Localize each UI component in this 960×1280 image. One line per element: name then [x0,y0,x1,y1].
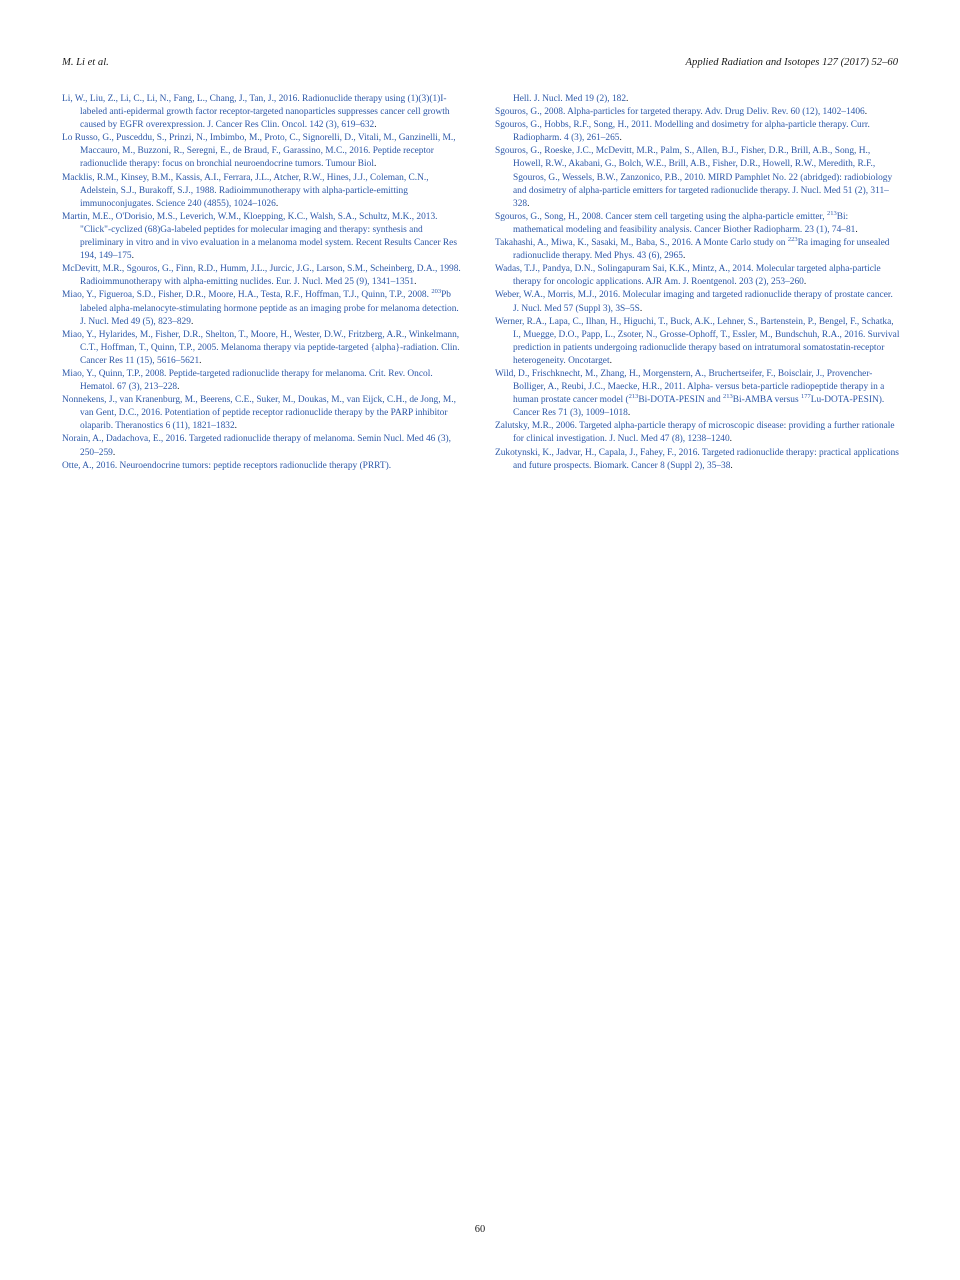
reference-text: Miao, Y., Figueroa, S.D., Fisher, D.R., Moore, H.A., Testa, R.F., Hoffman, T.J., Quinn, T.P., 2008. [62,290,432,301]
reference-period: . [190,316,194,327]
isotope-superscript: 213 [826,209,837,217]
reference-text: Bi-DOTA-PESIN and [638,395,723,406]
reference-text: Wild, D., Frischknecht, M., Zhang, H., Morgenstern, A., Bruchertseifer, F., Boisclair, J., Provencher-Bolliger, A., Reubi, J.C., Maecke, H.R., 2011. Alpha- versus beta-particle radiopeptide therapy in a human prostate cancer model ( [495,368,885,406]
reference-text: McDevitt, M.R., Sgouros, G., Finn, R.D., Humm, J.L., Jurcic, J.G., Larson, S.M., Scheinberg, D.A., 1998. Radioimmunotherapy with alpha-emitting nuclides. Eur. J. Nucl. Med 25 (9), 1341–1351 [62,264,461,288]
reference-period: . [855,224,858,235]
reference-text: Bi: mathematical modeling and feasibility analysis. Cancer Biother Radiopharm. 23 (1), 74–81 [513,211,856,235]
reference-period: . [626,94,629,104]
reference-period: . [199,355,202,366]
reference-period: . [609,355,612,366]
reference-period: . [803,277,807,288]
reference-text: Hell. J. Nucl. Med 19 (2), 182 [513,94,627,104]
reference-text: Takahashi, A., Miwa, K., Sasaki, M., Baba, S., 2016. A Monte Carlo study on [495,238,788,249]
isotope-superscript: 223 [787,235,798,243]
reference-entry[interactable] [495,316,900,368]
reference-entry[interactable] [495,237,900,263]
reference-text: Ra imaging for unsealed radionuclide therapy. Med Phys. 43 (6), 2965 [513,238,890,262]
header-authors: M. Li et al. [62,57,109,68]
reference-entry[interactable] [495,420,900,446]
reference-entry[interactable] [62,394,467,433]
reference-entry[interactable] [495,119,900,145]
reference-text: Norain, A., Dadachova, E., 2016. Targeted radionuclide therapy of melanoma. Semin Nucl. Med 46 (3), 250–259 [62,434,451,458]
reference-text: Wadas, T.J., Pandya, D.N., Solingapuram Sai, K.K., Mintz, A., 2014. Molecular targeted alpha-particle therapy for oncologic applications. AJR Am. J. Roentgenol. 203 (2), 253–260 [495,264,881,288]
reference-period: . [627,408,631,419]
reference-entry[interactable] [62,93,467,132]
reference-text: Martin, M.E., O'Dorisio, M.S., Leverich, W.M., Kloepping, K.C., Walsh, S.A., Schultz, M.K., 2013. "Click"-cyclized (68)Ga-labeled peptides for molecular imaging and therapy: synthesis and preliminary in vitro and in vivo evaluation in a melanoma model system. Recent Results Cancer Res 194, 149–175 [62,211,457,262]
reference-entry[interactable] [495,263,900,289]
reference-entry[interactable] [62,172,467,211]
reference-period: . [414,277,417,288]
reference-text: Sgouros, G., Song, H., 2008. Cancer stem cell targeting using the alpha-particle emitter, [495,211,827,222]
reference-entry[interactable] [62,289,467,328]
reference-entry[interactable] [495,368,900,420]
reference-period: . [682,251,686,262]
reference-period: . [112,447,116,458]
reference-entry[interactable] [62,433,467,459]
reference-entry[interactable] [495,447,900,473]
reference-entry[interactable] [495,106,900,119]
reference-entry[interactable] [62,460,467,473]
reference-entry[interactable] [62,329,467,368]
reference-period: . [131,251,134,262]
reference-text: Otte, A., 2016. Neuroendocrine tumors: peptide receptors radionuclide therapy (PRRT). [62,460,392,471]
reference-entry[interactable] [495,211,900,237]
reference-text: Pb labeled alpha-melanocyte-stimulating hormone peptide as an imaging probe for melanoma detection. J. Nucl. Med 49 (5), 823–829 [80,290,459,327]
reference-period: . [730,460,733,471]
isotope-superscript: 213 [628,393,639,401]
reference-text: Nonnekens, J., van Kranenburg, M., Beerens, C.E., Suker, M., Doukas, M., van Eijck, C.H., de Jong, M., van Gent, D.C., 2016. Potentiation of peptide receptor radionuclide therapy by the PARP inhibitor olaparib. Theranostics 6 (11), 1821–1832 [62,395,456,432]
reference-text: Li, W., Liu, Z., Li, C., Li, N., Fang, L., Chang, J., Tan, J., 2016. Radionuclide therapy using (1)(3)(1)I-labeled anti-epidermal growth factor receptor-targeted nanoparticles suppresses cancer cell growth caused by EGFR overexpression. J. Cancer Res Clin. Oncol. 142 (3), 619–632 [62,94,450,131]
reference-period: . [527,198,530,209]
reference-period: . [373,159,377,170]
reference-text: Lo Russo, G., Pusceddu, S., Prinzi, N., Imbimbo, M., Proto, C., Signorelli, D., Vitali, M., Ganzinelli, M., Maccauro, M., Buzzoni, R., Seregni, E., de Braud, F., Garassino, M.C., 2016. Peptide receptor radionuclide therapy: focus on bronchial neuroendocrine tumors. Tumour Biol [62,133,456,170]
reference-entry[interactable] [62,132,467,171]
isotope-superscript: 213 [723,393,733,401]
reference-text: Sgouros, G., 2008. Alpha-particles for targeted therapy. Adv. Drug Deliv. Rev. 60 (12), 1402–1406 [495,107,865,118]
reference-text: Weber, W.A., Morris, M.J., 2016. Molecular imaging and targeted radionuclide therapy of prostate cancer. J. Nucl. Med 57 (Suppl 3), 3S–5S [495,290,893,314]
reference-text: Bi-AMBA versus [732,395,801,406]
reference-period: . [275,198,279,209]
reference-period: . [177,382,180,393]
reference-entry[interactable] [62,211,467,263]
reference-period: . [619,133,622,144]
references-left-column [62,93,467,473]
reference-period: . [234,421,237,432]
reference-text: Miao, Y., Hylarides, M., Fisher, D.R., Shelton, T., Moore, H., Wester, D.W., Fritzberg, A.R., Winkelmann, C.T., Hoffman, T., Quinn, T.P., 2005. Melanoma therapy via peptide-targeted {alpha}-radiation. Clin. Cancer Res 11 (15), 5616–5621 [62,329,460,366]
reference-text: Lu-DOTA-PESIN). Cancer Res 71 (3), 1009–1018 [513,395,885,419]
reference-text: Zalutsky, M.R., 2006. Targeted alpha-particle therapy of microscopic disease: providing a further rationale for clinical investigation. J. Nucl. Med 47 (8), 1238–1240 [495,421,895,445]
reference-entry[interactable] [495,93,900,106]
reference-period: . [639,303,643,314]
reference-text: Zukotynski, K., Jadvar, H., Capala, J., Fahey, F., 2016. Targeted radionuclide therapy: practical applications and future prospects. Biomark. Cancer 8 (Suppl 2), 35–38 [495,447,899,471]
references-right-column [495,93,900,473]
reference-period: . [864,107,868,118]
reference-entry[interactable] [62,368,467,394]
running-header [62,57,898,73]
reference-entry[interactable] [495,289,900,315]
reference-entry[interactable] [495,145,900,210]
reference-period: . [729,434,732,445]
header-journal-citation: Applied Radiation and Isotopes 127 (2017) 52–60 [685,57,898,68]
isotope-superscript: 203 [431,288,442,296]
isotope-superscript: 177 [800,393,811,401]
page-number: 60 [474,1224,486,1235]
reference-entry[interactable] [62,263,467,289]
reference-period: . [374,120,377,131]
reference-text: Macklis, R.M., Kinsey, B.M., Kassis, A.I., Ferrara, J.L., Atcher, R.W., Hines, J.J., Coleman, C.N., Adelstein, S.J., Burakoff, S.J., 1988. Radioimmunotherapy with alpha-particle-emitting immunoconjugates. Science 240 (4855), 1024–1026 [62,172,429,209]
reference-text: Miao, Y., Quinn, T.P., 2008. Peptide-targeted radionuclide therapy for melanoma. Crit. Rev. Oncol. Hematol. 67 (3), 213–228 [62,368,433,393]
reference-text: Werner, R.A., Lapa, C., Ilhan, H., Higuchi, T., Buck, A.K., Lehner, S., Bartenstein, P., Bengel, F., Schatka, I., Muegge, D.O., Papp, L., Zsoter, N., Grosse-Ophoff, T., Essler, M., Bundschuh, R.A., 2016. Survival prediction in patients undergoing radionuclide therapy based on intratumoral somatostatin-receptor heterogeneity. Oncotarget [495,316,900,366]
reference-text: Sgouros, G., Hobbs, R.F., Song, H., 2011. Modelling and dosimetry for alpha-particle therapy. Curr. Radiopharm. 4 (3), 261–265 [495,120,870,144]
reference-text: Sgouros, G., Roeske, J.C., McDevitt, M.R., Palm, S., Allen, B.J., Fisher, D.R., Brill, A.B., Song, H., Howell, R.W., Akabani, G., Bolch, W.E., Brill, A.B., Fisher, D.R., Howell, R.W., Meredith, R.F., Sgouros, G., Wessels, B.W., Zanzonico, P.B., 2010. MIRD Pamphlet No. 22 (abridged): radiobiology and dosimetry of alpha-particle emitters for targeted radionuclide therapy. J. Nucl. Med 51 (2), 311–328 [495,146,893,209]
